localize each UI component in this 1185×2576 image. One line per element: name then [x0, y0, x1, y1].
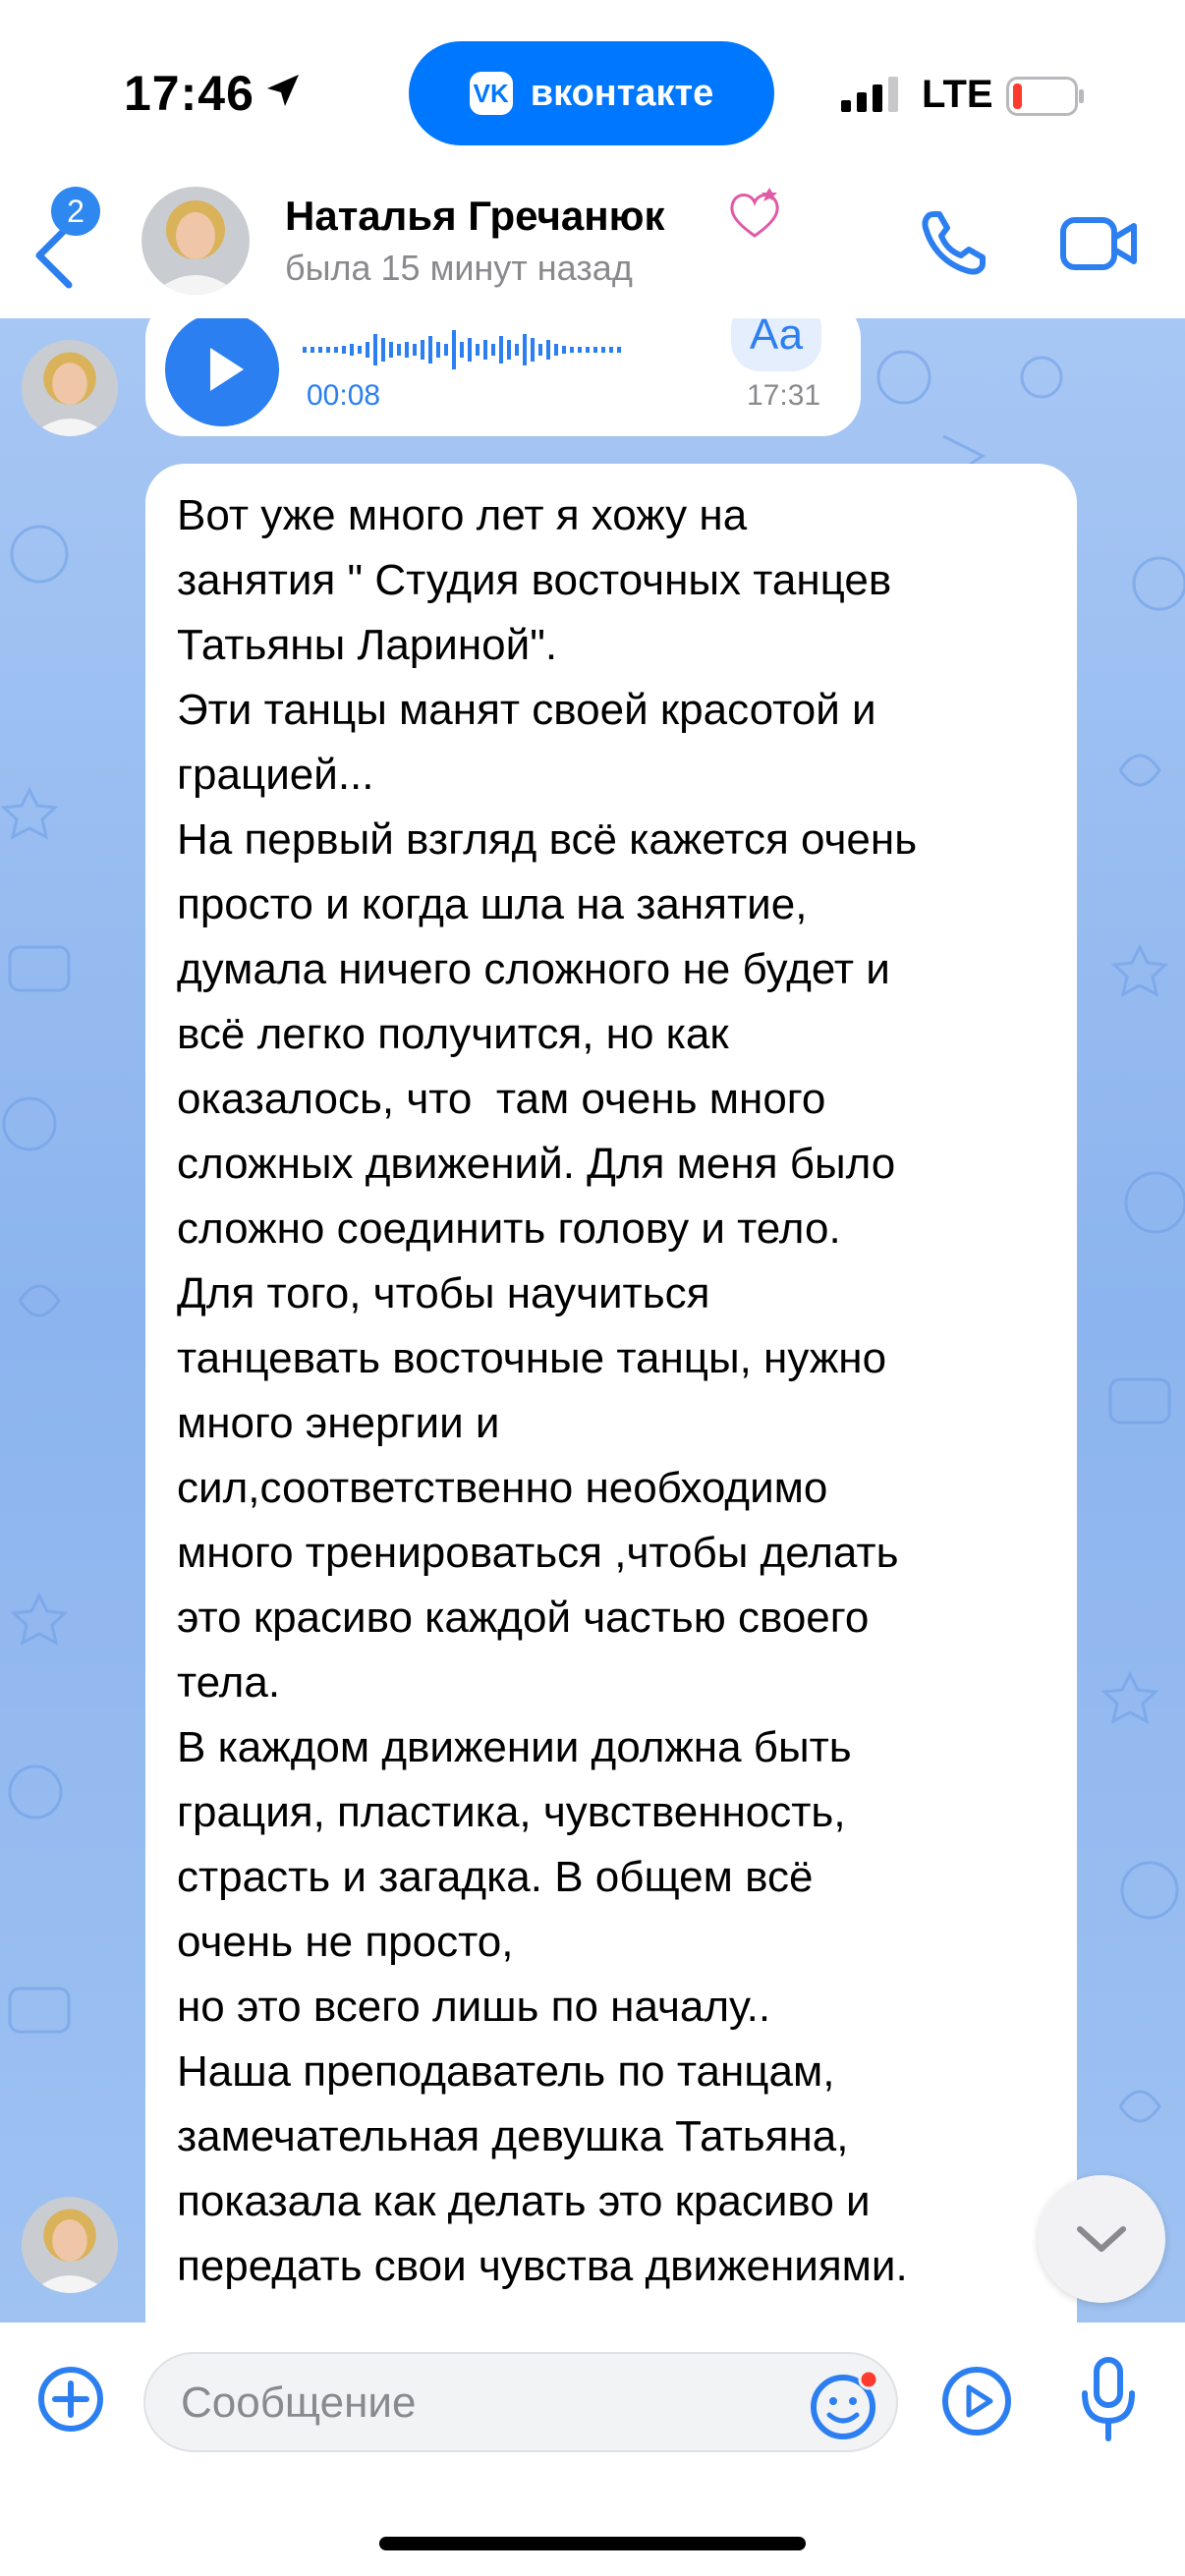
video-camera-icon[interactable]	[1059, 214, 1140, 273]
location-arrow-icon	[263, 71, 303, 110]
phone-icon[interactable]	[918, 208, 988, 279]
transcribe-button[interactable]: Аа	[731, 318, 821, 371]
contact-name[interactable]: Наталья Гречанюк	[285, 193, 665, 239]
text-message-bubble[interactable]	[145, 464, 1077, 2323]
vk-pill-label: вконтакте	[530, 72, 714, 114]
status-time: 17:46	[124, 66, 254, 121]
scroll-to-bottom-button[interactable]	[1038, 2175, 1165, 2303]
chat-header	[0, 187, 1185, 318]
sender-avatar[interactable]	[22, 340, 118, 436]
voice-message-bubble[interactable]	[145, 318, 861, 436]
message-input[interactable]	[179, 2378, 733, 2429]
message-time: 17:31	[747, 379, 821, 412]
play-icon	[165, 318, 279, 426]
sender-avatar[interactable]	[22, 2197, 118, 2293]
chevron-down-icon	[1074, 2221, 1129, 2257]
message-text: Вот уже много лет я хожу на занятия " Студия восточных танцев Татьяны Лариной". Эти танцы манят своей красотой и грацией... На первый взгляд всё кажется очень просто и когда шла на занятие, думала ничего сложного не будет и всё легко получится, но как оказалось, что там очень много сложных движений. Для меня было сложно соединить голову и тело. Для того, чтобы научиться танцевать восточные танцы, нужно много энергии и сил,соответственно необходимо много тренироваться ,чтобы делать это красиво каждой частью своего тела. В каждом движении должна быть грация, пластика, чувственность, страсть и загадка. В общем всё очень не просто, но это всего лишь по началу.. Наша преподаватель по танцам, замечательная девушка Татьяна, показала как делать это красиво и передать свои чувства движениями.	[177, 491, 918, 2290]
status-bar	[0, 0, 1185, 187]
home-indicator	[379, 2537, 806, 2550]
battery-icon	[1006, 77, 1085, 116]
message-input-container[interactable]	[143, 2352, 898, 2452]
message-composer	[0, 2323, 1185, 2576]
microphone-icon[interactable]	[1079, 2356, 1138, 2444]
signal-icon	[841, 77, 902, 112]
last-seen: была 15 минут назад	[285, 248, 633, 288]
vk-app-pill[interactable]	[409, 41, 774, 145]
avatar[interactable]	[141, 187, 250, 295]
voice-play-button[interactable]	[165, 318, 279, 426]
unread-badge: 2	[51, 187, 100, 236]
chat-area[interactable]	[0, 318, 1185, 2323]
play-circle-icon[interactable]	[939, 2364, 1014, 2438]
network-type: LTE	[922, 73, 993, 116]
voice-duration: 00:08	[307, 379, 381, 412]
plus-icon[interactable]	[35, 2364, 106, 2435]
emoji-icon[interactable]	[808, 2368, 882, 2442]
heart-icon	[725, 187, 784, 242]
vk-logo: VK	[470, 72, 513, 115]
voice-waveform	[303, 328, 715, 371]
